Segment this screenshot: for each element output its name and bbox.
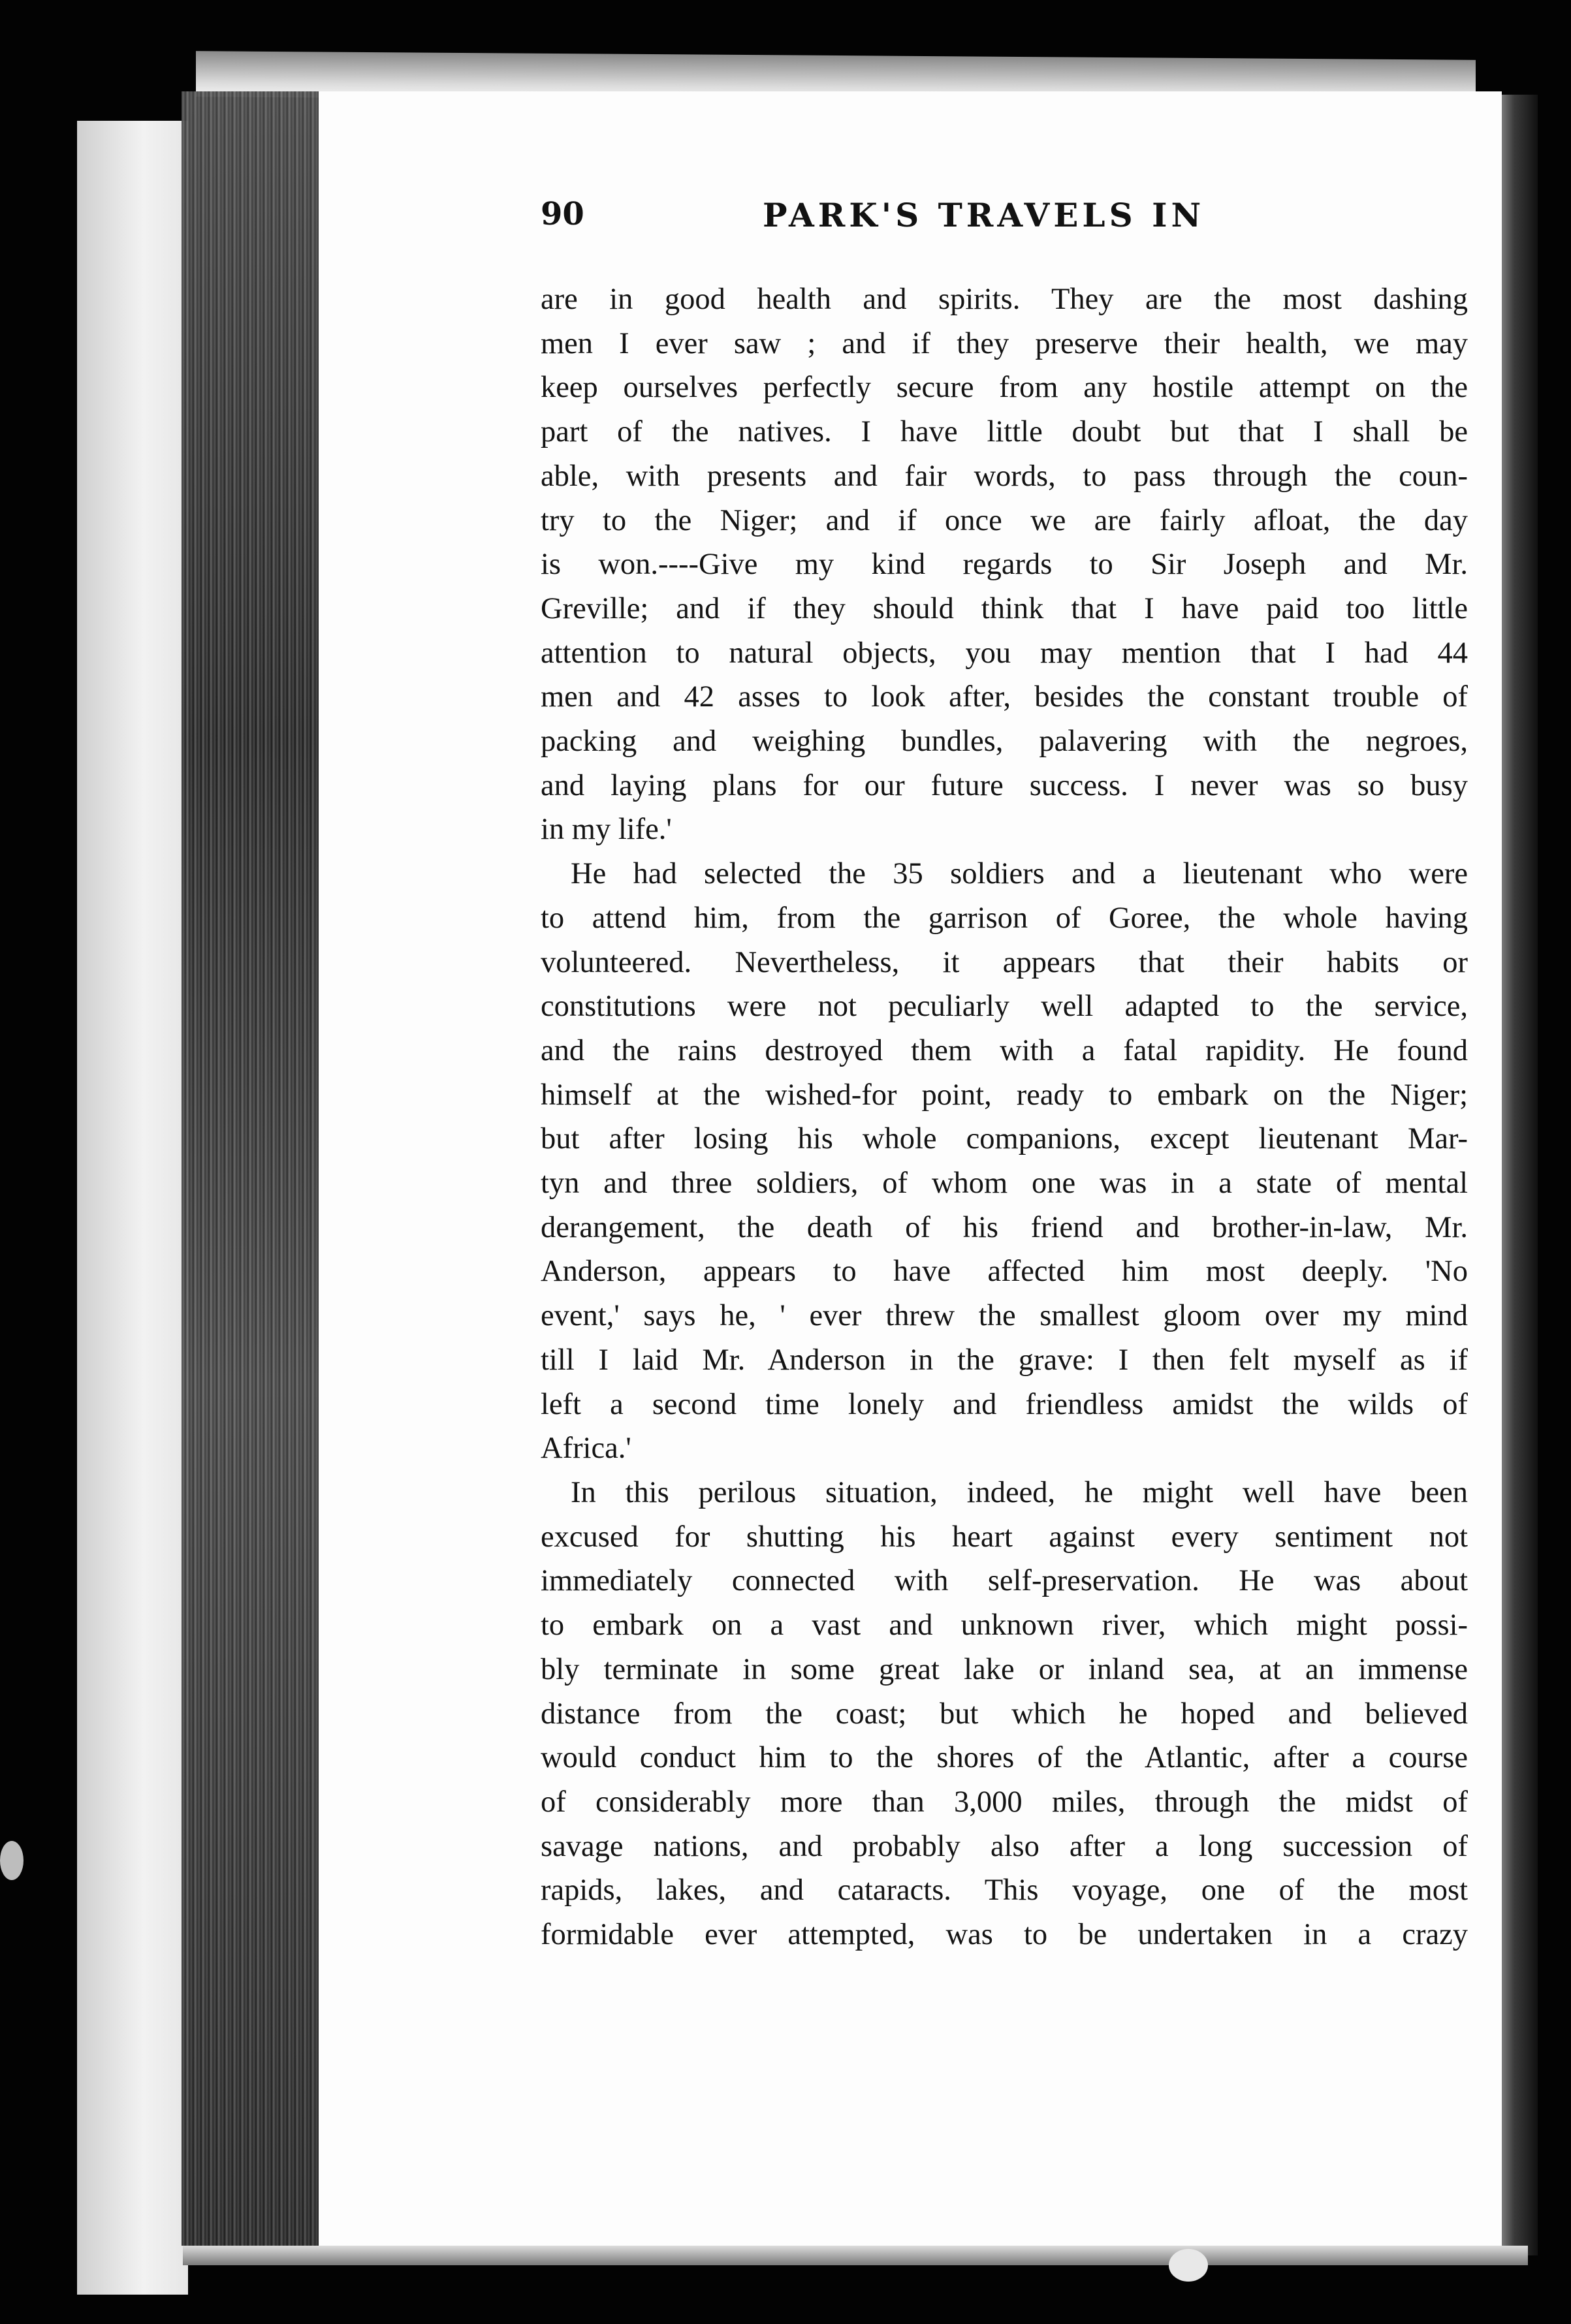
text-line: keep ourselves perfectly secure from any hostile attempt on the	[541, 371, 1468, 405]
text-line: to embark on a vast and unknown river, which might possi-	[541, 1609, 1468, 1642]
text-line: rapids, lakes, and cataracts. This voyage, one of the most	[541, 1874, 1468, 1908]
printed-page	[319, 91, 1502, 2246]
text-line: and laying plans for our future success. I never was so busy	[541, 768, 1468, 802]
text-line: would conduct him to the shores of the Atlantic, after a course	[541, 1741, 1468, 1775]
text-line: Greville; and if they should think that I have paid too little	[541, 591, 1468, 625]
text-line: He had selected the 35 soldiers and a lieutenant who were	[571, 857, 1468, 891]
text-line: are in good health and spirits. They are the most dashing	[541, 283, 1468, 316]
text-line: distance from the coast; but which he hoped and believed	[541, 1697, 1468, 1731]
text-line: In this perilous situation, indeed, he might well have been	[571, 1475, 1468, 1509]
facing-page-edge	[77, 121, 188, 2295]
text-line: constitutions were not peculiarly well adapted to the service,	[541, 990, 1468, 1024]
text-line: Anderson, appears to have affected him most deeply. 'No	[541, 1255, 1468, 1289]
body-text	[541, 277, 1468, 1957]
text-line: of considerably more than 3,000 miles, through the midst of	[541, 1785, 1468, 1819]
text-line: event,' says he, ' ever threw the smallest gloom over my mind	[541, 1299, 1468, 1333]
page-number: 90	[541, 196, 584, 232]
text-line: savage nations, and probably also after a long succession of	[541, 1829, 1468, 1863]
text-line: part of the natives. I have little doubt but that I shall be	[541, 415, 1468, 449]
text-line: derangement, the death of his friend and brother-in-law, Mr.	[541, 1210, 1468, 1244]
text-line: Africa.'	[541, 1432, 631, 1466]
gutter-shading	[182, 91, 322, 2246]
text-line: bly terminate in some great lake or inland sea, at an immense	[541, 1652, 1468, 1686]
text-line: volunteered. Nevertheless, it appears that their habits or	[541, 945, 1468, 979]
text-line: and the rains destroyed them with a fatal rapidity. He found	[541, 1033, 1468, 1067]
text-line: tyn and three soldiers, of whom one was in a state of mental	[541, 1167, 1468, 1201]
text-line: attention to natural objects, you may mention that I had 44	[541, 636, 1468, 670]
text-line: able, with presents and fair words, to pass through the coun-	[541, 459, 1468, 493]
text-line: packing and weighing bundles, palavering with the negroes,	[541, 725, 1468, 759]
text-line: try to the Niger; and if once we are fairly afloat, the day	[541, 503, 1468, 537]
bottom-page-edge	[183, 2246, 1528, 2265]
text-line: excused for shutting his heart against every sentiment not	[541, 1520, 1468, 1554]
text-line: men and 42 asses to look after, besides the constant trouble of	[541, 680, 1468, 714]
right-page-edge	[1499, 95, 1538, 2255]
text-line: himself at the wished-for point, ready to embark on the Niger;	[541, 1078, 1468, 1112]
scan-artifact	[0, 1841, 24, 1880]
text-line: immediately connected with self-preservation. He was about	[541, 1564, 1468, 1598]
text-line: but after losing his whole companions, except lieutenant Mar-	[541, 1122, 1468, 1156]
text-line: formidable ever attempted, was to be undertaken in a crazy	[541, 1918, 1468, 1952]
scan-artifact	[1169, 2249, 1208, 2282]
text-line: to attend him, from the garrison of Goree, the whole having	[541, 901, 1468, 935]
page-header	[541, 196, 1527, 242]
text-line: till I laid Mr. Anderson in the grave: I then felt myself as if	[541, 1343, 1468, 1377]
text-line: is won.----Give my kind regards to Sir Joseph and Mr.	[541, 548, 1468, 582]
running-title: PARK'S TRAVELS IN	[763, 196, 1205, 234]
text-line: in my life.'	[541, 813, 672, 847]
text-line: left a second time lonely and friendless amidst the wilds of	[541, 1387, 1468, 1421]
text-line: men I ever saw ; and if they preserve their health, we may	[541, 326, 1468, 360]
